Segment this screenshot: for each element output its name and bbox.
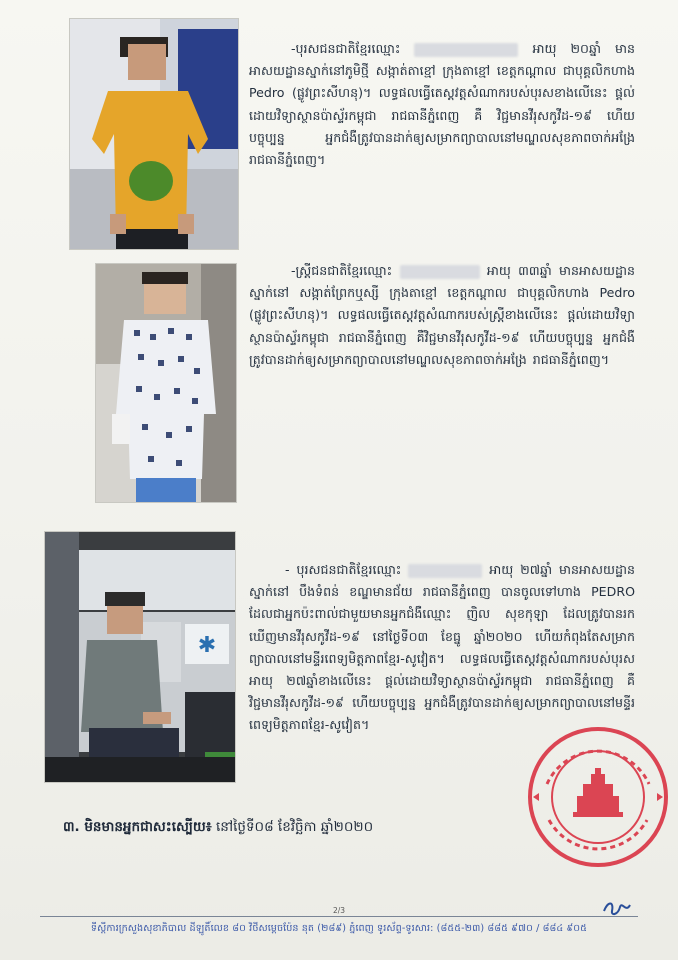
- svg-text:✱: ✱: [197, 633, 217, 658]
- official-stamp: [525, 724, 671, 870]
- redacted-name-1: [414, 43, 518, 57]
- photo-person-3: [44, 531, 236, 783]
- paragraph-3-body: អាយុ ២៧ឆ្នាំ មានអាសយដ្ឋានស្នាក់នៅ បឹងទំពន់ ខណ្ឌមានជ័យ រាជធានីភ្នំពេញ បានចូលទៅហាង PEDRO ដែលជាអ្នកប៉ះពាល់ជាមួយមានអ្នកជំងឺឈ្មោះ ញិល សុខកុឡា ដែលត្រូវបានរកឃើញមានវីរុសកូវីដ-១៩ នៅថ្ងៃទី០៣ ខែធ្នូ ឆ្នាំ២០២០ ហើយកំពុងតែសម្រាកព្យាបាលនៅមន្ទីរពេទ្យមិត្តភាពខ្មែរ-សូវៀត។ លទ្ធផលធ្វើតេស្តវត្តសំណាករបស់បុរសអាយុ ២៧ឆ្នាំខាងលើនេះ ផ្តល់ដោយវិទ្យាស្ថានប៉ាស្ទ័រកម្ពុជា រាជធានីភ្នំពេញ គឺ វិជ្ជមានវីរុសកូវីដ-១៩ ហើយបច្ចុប្បន្ន អ្នកជំងឺត្រូវបានដាក់ឲ្យសម្រាកព្យាបាលនៅមន្ទីរពេទ្យមិត្តភាពខ្មែរ-សូវៀត។: [249, 562, 635, 733]
- paragraph-person-3: [249, 559, 635, 737]
- paragraph-person-2: [249, 260, 635, 371]
- paragraph-1-body: អាយុ ២០ឆ្នាំ មានអាសយដ្ឋានស្នាក់នៅភូមិថ្មី សង្កាត់តាខ្មៅ ក្រុងតាខ្មៅ ខេត្តកណ្តាល ជាបុគ្គលិកហាង Pedro (ផ្លូវព្រះសីហនុ)។ លទ្ធផលធ្វើតេស្តវត្តសំណាករបស់បុរសខាងលើនេះ ផ្តល់ដោយវិទ្យាស្ថានប៉ាស្ទ័រកម្ពុជា រាជធានីភ្នំពេញ គឺ វិជ្ជមានវីរុសកូវីដ-១៩ ហើយបច្ចុប្បន្ន អ្នកជំងឺត្រូវបានដាក់ឲ្យសម្រាកព្យាបាលនៅមណ្ឌលសុខភាពចាក់អង្រែ រាជធានីភ្នំពេញ។: [249, 41, 635, 168]
- footer-address: ទីស្តីការក្រសួងសុខាភិបាល ដីឡូតិ៍លេខ ៨០ វិថីសម្តេចប៉ែន នុត (២៨៩) ភ្នំពេញ ទូរស័ព្ទ-ទូរសារ: (៨៥៥-២៣) ៨៨៥ ៩៧០ / ៨៨៤ ៩០៥: [90, 923, 588, 934]
- footer-divider: [40, 916, 638, 917]
- section-3-date: នៅថ្ងៃទី០៨ ខែវិច្ឆិកា ឆ្នាំ២០២០: [215, 819, 374, 835]
- section-3-heading: [63, 818, 373, 838]
- paragraph-2-intro: -ស្ត្រីជនជាតិខ្មែរឈ្មោះ: [291, 263, 393, 278]
- paragraph-person-1: [249, 38, 635, 171]
- paragraph-2-body: អាយុ ៣៣ឆ្នាំ មានអាសយដ្ឋានស្នាក់នៅ សង្កាត់ព្រែកឬស្សី ក្រុងតាខ្មៅ ខេត្តកណ្តាល ជាបុគ្គលិកហាង Pedro (ផ្លូវព្រះសីហនុ)។ លទ្ធផលធ្វើតេស្តវត្តសំណាករបស់ស្ត្រីខាងលើនេះ ផ្តល់ដោយវិទ្យាស្ថានប៉ាស្ទ័រកម្ពុជា រាជធានីភ្នំពេញ គឺវិជ្ជមានវីរុសកូវីដ-១៩ ហើយបច្ចុប្បន្ន អ្នកជំងឺត្រូវបានដាក់ឲ្យសម្រាកព្យាបាលនៅមណ្ឌលសុខភាពចាក់អង្រែ រាជធានីភ្នំពេញ។: [249, 263, 635, 367]
- photo-person-1: [69, 18, 239, 250]
- paragraph-1-intro: -បុរសជនជាតិខ្មែរឈ្មោះ: [291, 41, 401, 56]
- section-3-label: ៣. មិនមានអ្នកជាសះស្បើយ៖: [63, 819, 212, 835]
- photo-person-2: [95, 263, 237, 503]
- paragraph-3-intro: - បុរសជនជាតិខ្មែរឈ្មោះ: [285, 562, 402, 577]
- redacted-name-3: [408, 564, 482, 578]
- redacted-name-2: [400, 265, 480, 279]
- page-number: 2/3: [332, 906, 346, 915]
